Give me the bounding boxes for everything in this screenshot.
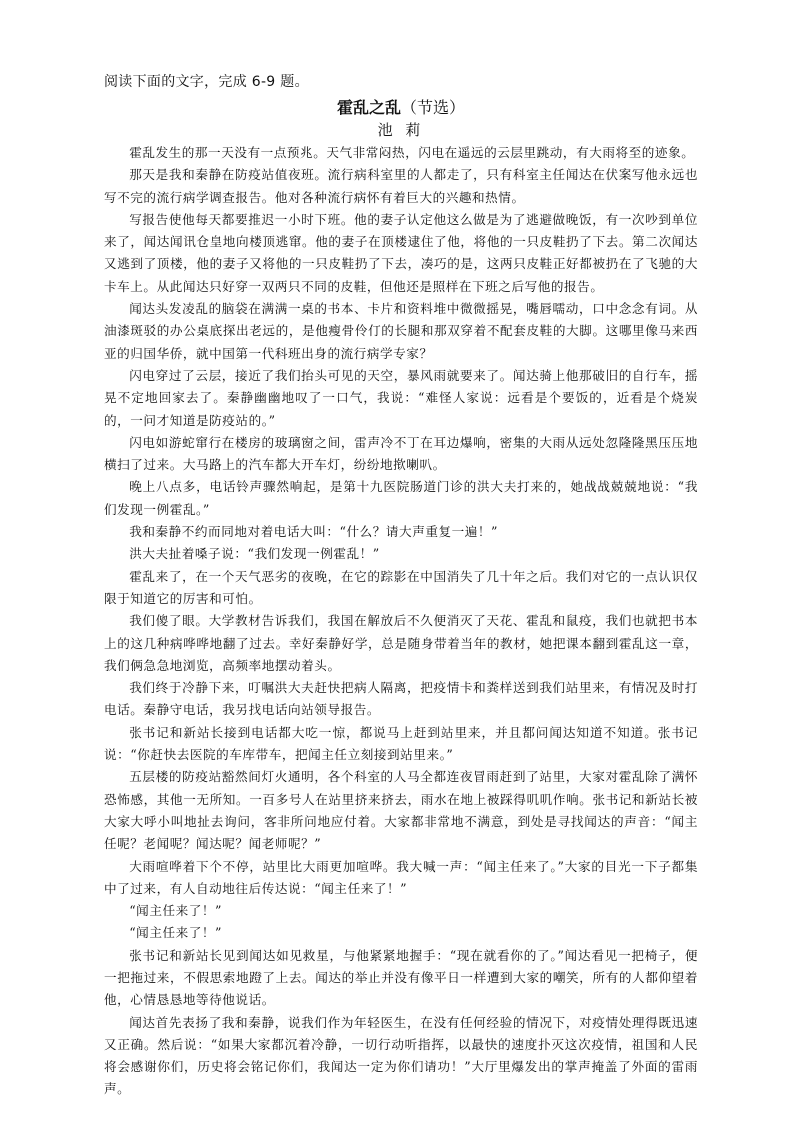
paragraph: 闪电如游蛇窜行在楼房的玻璃窗之间，雷声冷不丁在耳边爆响，密集的大雨从远处忽隆隆黑压压地横扫了过来。大马路上的汽车都大开车灯，纷纷地揿喇叭。 bbox=[104, 434, 698, 473]
paragraph: 我们傻了眼。大学教材告诉我们，我国在解放后不久便消灭了天花、霍乱和鼠疫，我们也就把书本上的这几种病哗哗地翻了过去。幸好秦静好学，总是随身带着当年的教材，她把课本翻到霍乱这一章，我们俩急急地浏览，高频率地摆动着头。 bbox=[104, 613, 698, 673]
paragraph: 大雨喧哗着下个不停，站里比大雨更加喧哗。我大喊一声：“闻主任来了。”大家的目光一下子都集中了过来，有人自动地往后传达说：“闻主任来了！” bbox=[104, 858, 698, 896]
paragraph: 我和秦静不约而同地对着电话大叫：“什么？请大声重复一遍！” bbox=[129, 524, 499, 540]
paragraph: “闻主任来了！” bbox=[129, 903, 223, 919]
paragraph: 张书记和新站长接到电话都大吃一惊，都说马上赶到站里来，并且都问闻达知道不知道。张书记说：“你赶快去医院的车库带车，把闻主任立刻接到站里来。” bbox=[104, 724, 698, 763]
paragraph: 闻达头发凌乱的脑袋在满满一桌的书本、卡片和资料堆中微微摇晃，嘴唇嚅动，口中念念有词。从油漆斑驳的办公桌底探出老远的，是他瘦骨伶仃的长腿和那双穿着不配套皮鞋的大脚。这哪里像马来西亚的归国华侨，就中国第一代科班出身的流行病学专家？ bbox=[104, 301, 698, 361]
paragraph: 那天是我和秦静在防疫站值夜班。流行病科室里的人都走了，只有科室主任闻达在伏案写他永远也写不完的流行病学调查报告。他对各种流行病怀有着巨大的兴趣和热情。 bbox=[104, 167, 698, 205]
paragraph: 我们终于冷静下来，叮嘱洪大夫赶快把病人隔离，把疫情卡和粪样送到我们站里来，有情况及时打电话。秦静守电话，我另找电话向站领导报告。 bbox=[104, 680, 698, 718]
paragraph: 五层楼的防疫站豁然间灯火通明，各个科室的人马全都连夜冒雨赶到了站里，大家对霍乱除了满怀恐怖感，其他一无所知。一百多号人在站里挤来挤去，雨水在地上被踩得叽叽作响。张书记和新站长被大家大呼小叫地扯去询问，客非所问地应付着。大家都非常地不满意，到处是寻找闻达的声音：“闻主任呢？老闻呢？闻达呢？闻老师呢？” bbox=[104, 769, 698, 852]
paragraph: 霍乱发生的那一天没有一点预兆。天气非常闷热，闪电在遥远的云层里跳动，有大雨将至的迹象。 bbox=[129, 145, 695, 160]
article-title-main: 霍乱之乱 bbox=[336, 98, 401, 117]
paragraph: “闻主任来了！” bbox=[129, 925, 223, 941]
article-body bbox=[104, 142, 698, 1101]
paragraph: 晚上八点多，电话铃声骤然响起，是第十九医院肠道门诊的洪大夫打来的，她战战兢兢地说：“我们发现一例霍乱。” bbox=[104, 479, 698, 517]
article-title bbox=[104, 98, 698, 118]
paragraph: 写报告使他每天都要推迟一小时下班。他的妻子认定他这么做是为了逃避做晚饭，有一次吵到单位来了，闻达闻讯仓皇地向楼顶逃窜。他的妻子在顶楼逮住了他，将他的一只皮鞋扔了下去。第二次闻达又逃到了顶楼，他的妻子又将他的一只皮鞋扔了下去，凑巧的是，这两只皮鞋正好都被扔在了飞驰的大卡车上。从此闻达只好穿一双两只不同的皮鞋，但他还是照样在下班之后写他的报告。 bbox=[104, 211, 698, 294]
paragraph: 闻达首先表扬了我和秦静，说我们作为年轻医生，在没有任何经验的情况下，对疫情处理得既迅速又正确。然后说：“如果大家都沉着冷静，一切行动听指挥，以最快的速度扑灭这次疫情，祖国和人民将会感谢你们，历史将会铭记你们，我闻达一定为你们请功！”大厅里爆发出的掌声掩盖了外面的雷雨声。 bbox=[104, 1014, 698, 1097]
reading-instruction: 阅读下面的文字，完成 6-9 题。 bbox=[104, 74, 309, 90]
article-title-sub: （节选） bbox=[401, 98, 466, 117]
paragraph: 张书记和新站长见到闻达如见救星，与他紧紧地握手：“现在就看你的了。”闻达看见一把椅子，便一把拖过来，不假思索地蹬了上去。闻达的举止并没有像平日一样遭到大家的嘲笑，所有的人都仰望着他，心情恳恳地等待他说话。 bbox=[104, 947, 698, 1008]
article-author: 池 莉 bbox=[377, 121, 425, 139]
paragraph: 霍乱来了，在一个天气恶劣的夜晚，在它的踪影在中国消失了几十年之后。我们对它的一点认识仅限于知道它的厉害和可怕。 bbox=[104, 568, 698, 606]
paragraph: 洪大夫扯着嗓子说：“我们发现一例霍乱！” bbox=[129, 546, 380, 562]
paragraph: 闪电穿过了云层，接近了我们抬头可见的天空，暴风雨就要来了。闻达骑上他那破旧的自行车，摇晃不定地回家去了。秦静幽幽地叹了一口气，我说：“难怪人家说：远看是个要饭的，近看是个烧炭的，一问才知道是防疫站的。” bbox=[104, 367, 698, 428]
